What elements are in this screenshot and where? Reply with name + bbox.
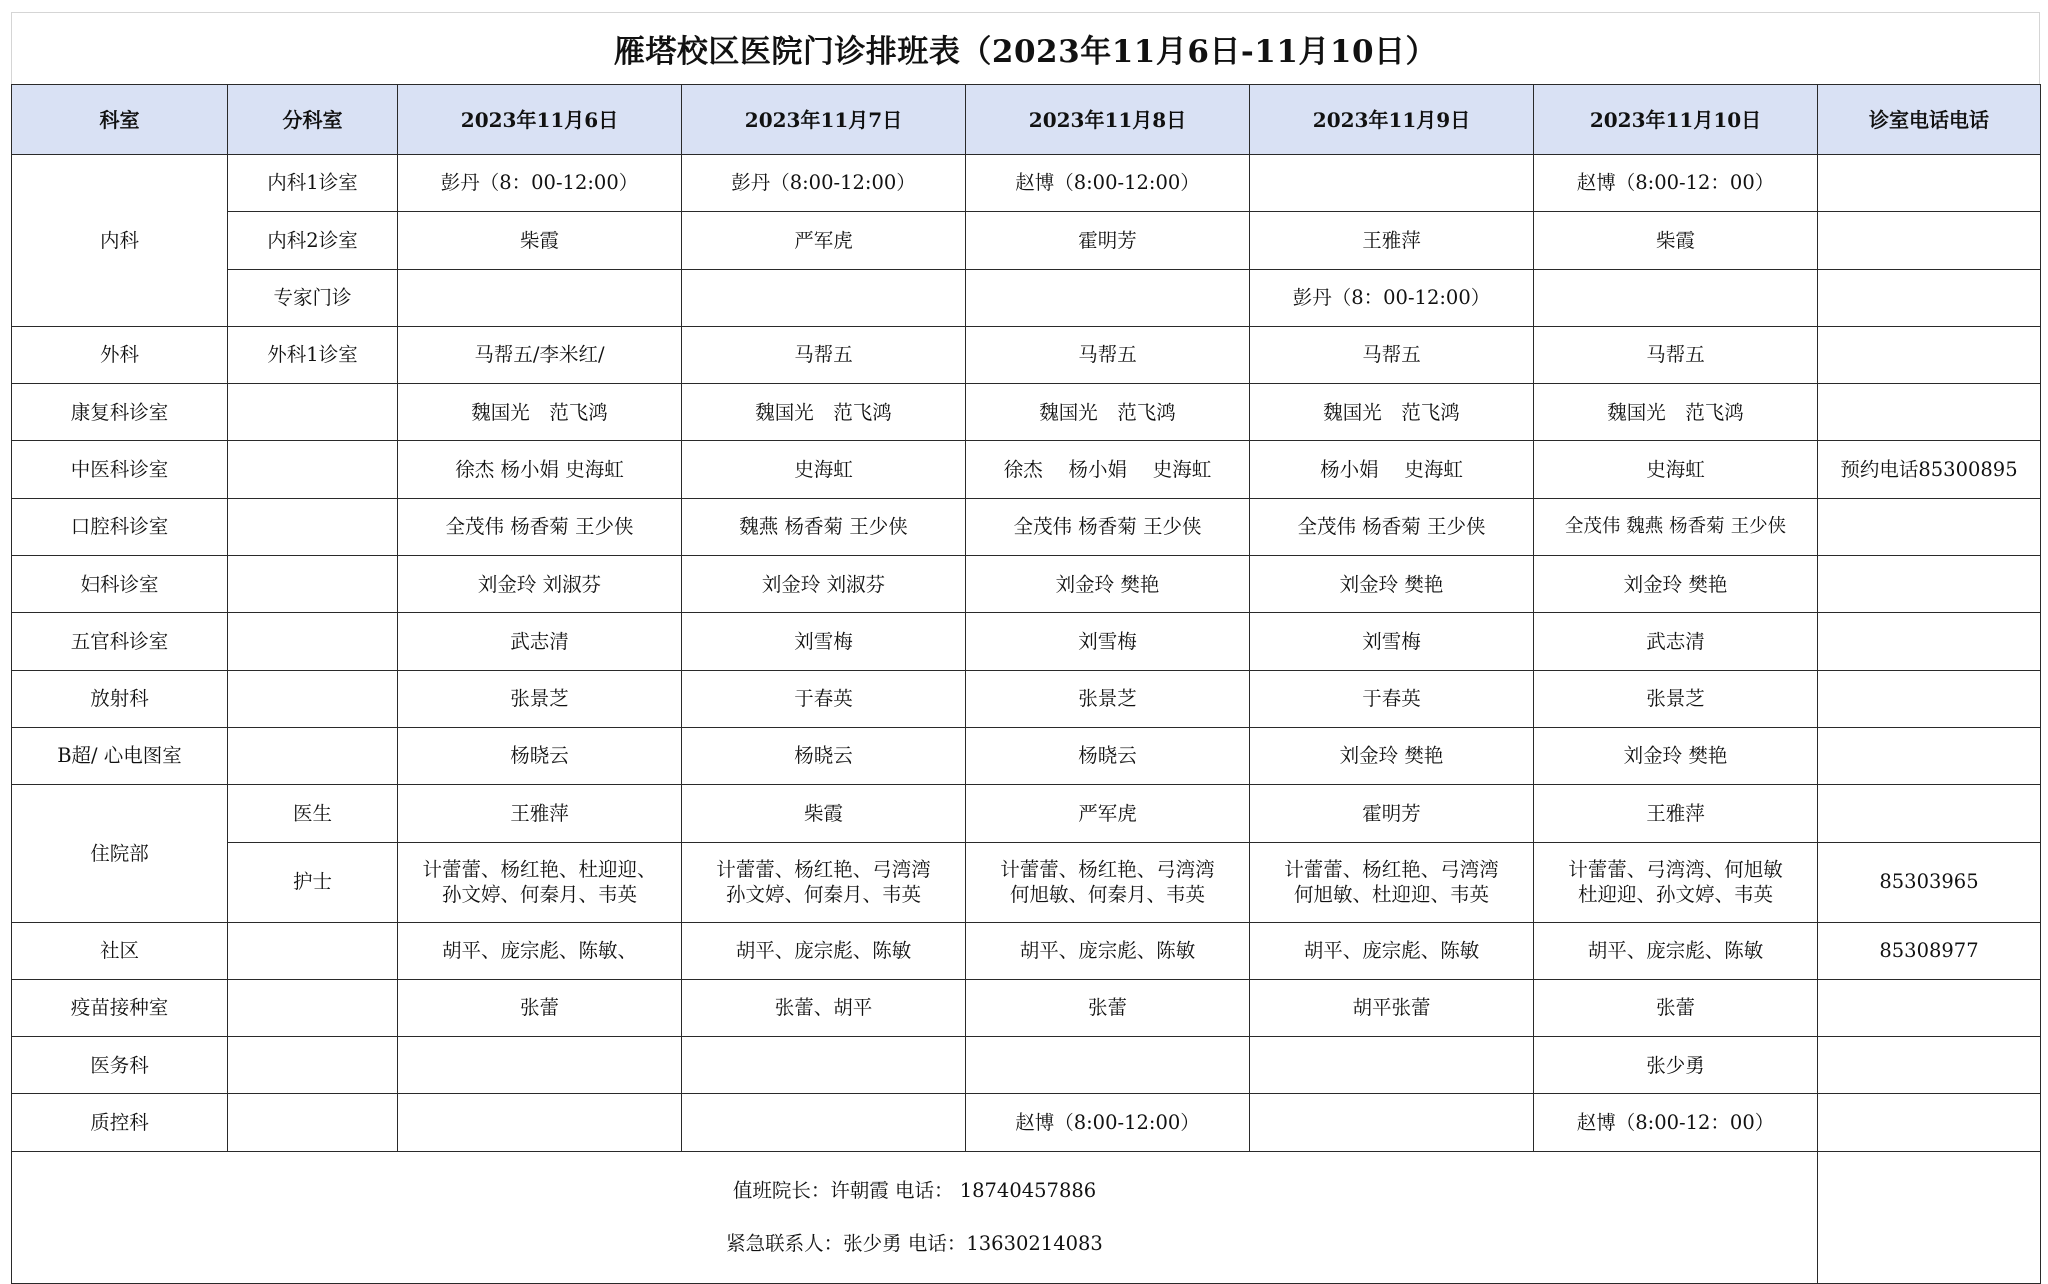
schedule-cell: 徐杰 杨小娟 史海虹 bbox=[966, 441, 1250, 498]
dept-cell: 医务科 bbox=[12, 1037, 228, 1094]
schedule-cell bbox=[966, 269, 1250, 326]
schedule-cell: 柴霞 bbox=[1534, 212, 1818, 269]
schedule-cell: 刘金玲 樊艳 bbox=[966, 556, 1250, 613]
phone-cell bbox=[1818, 556, 2041, 613]
subdept-cell bbox=[228, 979, 398, 1036]
page-title: 雁塔校区医院门诊排班表（2023年11月6日-11月10日） bbox=[11, 12, 2040, 84]
subdept-cell bbox=[228, 922, 398, 979]
schedule-cell: 杨晓云 bbox=[966, 727, 1250, 784]
phone-cell bbox=[1818, 979, 2041, 1036]
schedule-cell: 王雅萍 bbox=[1534, 785, 1818, 842]
schedule-cell bbox=[398, 1037, 682, 1094]
subdept-cell bbox=[228, 556, 398, 613]
schedule-cell: 胡平、庞宗彪、陈敏、 bbox=[398, 922, 682, 979]
schedule-cell: 张蕾 bbox=[1534, 979, 1818, 1036]
table-row bbox=[12, 155, 2041, 212]
schedule-cell bbox=[398, 269, 682, 326]
schedule-cell: 魏燕 杨香菊 王少侠 bbox=[682, 498, 966, 555]
dept-cell: 住院部 bbox=[12, 785, 228, 922]
schedule-cell: 严军虎 bbox=[682, 212, 966, 269]
schedule-cell: 刘金玲 刘淑芬 bbox=[682, 556, 966, 613]
schedule-cell: 张蕾、胡平 bbox=[682, 979, 966, 1036]
table-row bbox=[12, 670, 2041, 727]
header-subdept: 分科室 bbox=[228, 85, 398, 155]
table-row bbox=[12, 785, 2041, 842]
subdept-cell: 医生 bbox=[228, 785, 398, 842]
header-date-5: 2023年11月10日 bbox=[1534, 85, 1818, 155]
table-row bbox=[12, 979, 2041, 1036]
schedule-cell: 霍明芳 bbox=[1250, 785, 1534, 842]
schedule-cell: 张少勇 bbox=[1534, 1037, 1818, 1094]
table-row bbox=[12, 326, 2041, 383]
table-row bbox=[12, 842, 2041, 922]
schedule-cell: 武志清 bbox=[398, 613, 682, 670]
schedule-cell: 张蕾 bbox=[966, 979, 1250, 1036]
table-row bbox=[12, 269, 2041, 326]
subdept-cell: 内科2诊室 bbox=[228, 212, 398, 269]
schedule-cell: 胡平、庞宗彪、陈敏 bbox=[966, 922, 1250, 979]
header-date-3: 2023年11月8日 bbox=[966, 85, 1250, 155]
header-date-2: 2023年11月7日 bbox=[682, 85, 966, 155]
schedule-cell: 刘雪梅 bbox=[682, 613, 966, 670]
phone-cell bbox=[1818, 384, 2041, 441]
dept-cell: 康复科诊室 bbox=[12, 384, 228, 441]
schedule-cell: 武志清 bbox=[1534, 613, 1818, 670]
schedule-cell bbox=[1250, 1037, 1534, 1094]
schedule-cell: 张景芝 bbox=[398, 670, 682, 727]
table-row bbox=[12, 1094, 2041, 1151]
table-row bbox=[12, 727, 2041, 784]
subdept-cell: 内科1诊室 bbox=[228, 155, 398, 212]
schedule-cell: 柴霞 bbox=[398, 212, 682, 269]
schedule-cell: 计蕾蕾、杨红艳、弓湾湾 何旭敏、杜迎迎、韦英 bbox=[1250, 842, 1534, 922]
schedule-cell bbox=[682, 269, 966, 326]
schedule-cell: 刘金玲 刘淑芬 bbox=[398, 556, 682, 613]
subdept-cell bbox=[228, 670, 398, 727]
schedule-cell: 魏国光 范飞鸿 bbox=[966, 384, 1250, 441]
schedule-cell: 魏国光 范飞鸿 bbox=[1534, 384, 1818, 441]
subdept-cell bbox=[228, 441, 398, 498]
schedule-cell: 刘金玲 樊艳 bbox=[1250, 727, 1534, 784]
table-row bbox=[12, 441, 2041, 498]
phone-cell: 85308977 bbox=[1818, 922, 2041, 979]
schedule-cell: 柴霞 bbox=[682, 785, 966, 842]
header-phone: 诊室电话电话 bbox=[1818, 85, 2041, 155]
schedule-cell bbox=[398, 1094, 682, 1151]
dept-cell: 外科 bbox=[12, 326, 228, 383]
header-date-4: 2023年11月9日 bbox=[1250, 85, 1534, 155]
header-dept: 科室 bbox=[12, 85, 228, 155]
table-row bbox=[12, 1037, 2041, 1094]
schedule-cell bbox=[966, 1037, 1250, 1094]
schedule-table bbox=[11, 84, 2041, 1284]
subdept-cell bbox=[228, 1094, 398, 1151]
subdept-cell bbox=[228, 1037, 398, 1094]
schedule-cell: 计蕾蕾、杨红艳、弓湾湾 孙文婷、何秦月、韦英 bbox=[682, 842, 966, 922]
table-row bbox=[12, 498, 2041, 555]
emergency-contact-line: 紧急联系人：张少勇 电话：13630214083 bbox=[726, 1231, 1103, 1255]
duty-contact-cell bbox=[12, 1151, 1818, 1284]
phone-cell bbox=[1818, 212, 2041, 269]
schedule-cell: 于春英 bbox=[1250, 670, 1534, 727]
schedule-cell: 赵博（8:00-12：00） bbox=[1534, 1094, 1818, 1151]
schedule-cell: 杨小娟 史海虹 bbox=[1250, 441, 1534, 498]
phone-cell bbox=[1818, 1094, 2041, 1151]
phone-cell bbox=[1818, 269, 2041, 326]
schedule-cell: 刘金玲 樊艳 bbox=[1534, 556, 1818, 613]
subdept-cell bbox=[228, 613, 398, 670]
dept-cell: 妇科诊室 bbox=[12, 556, 228, 613]
phone-cell: 预约电话85300895 bbox=[1818, 441, 2041, 498]
schedule-cell: 马帮五 bbox=[966, 326, 1250, 383]
schedule-cell: 于春英 bbox=[682, 670, 966, 727]
schedule-cell: 胡平、庞宗彪、陈敏 bbox=[1250, 922, 1534, 979]
table-row bbox=[12, 212, 2041, 269]
schedule-cell: 全茂伟 魏燕 杨香菊 王少侠 bbox=[1534, 498, 1818, 555]
schedule-cell: 计蕾蕾、弓湾湾、何旭敏 杜迎迎、孙文婷、韦英 bbox=[1534, 842, 1818, 922]
schedule-cell bbox=[682, 1094, 966, 1151]
dept-cell: 放射科 bbox=[12, 670, 228, 727]
schedule-sheet bbox=[11, 12, 2040, 1255]
schedule-cell: 胡平、庞宗彪、陈敏 bbox=[682, 922, 966, 979]
schedule-cell: 刘金玲 樊艳 bbox=[1250, 556, 1534, 613]
subdept-cell: 护士 bbox=[228, 842, 398, 922]
schedule-cell: 魏国光 范飞鸿 bbox=[1250, 384, 1534, 441]
footer-row bbox=[12, 1151, 2041, 1284]
schedule-cell: 徐杰 杨小娟 史海虹 bbox=[398, 441, 682, 498]
table-row bbox=[12, 556, 2041, 613]
footer-phone-cell bbox=[1818, 1151, 2041, 1284]
phone-cell bbox=[1818, 613, 2041, 670]
schedule-cell: 彭丹（8：00-12:00） bbox=[398, 155, 682, 212]
schedule-cell: 王雅萍 bbox=[1250, 212, 1534, 269]
schedule-cell: 王雅萍 bbox=[398, 785, 682, 842]
phone-cell bbox=[1818, 727, 2041, 784]
schedule-cell: 马帮五/李米红/ bbox=[398, 326, 682, 383]
table-row bbox=[12, 922, 2041, 979]
schedule-cell: 张蕾 bbox=[398, 979, 682, 1036]
phone-cell bbox=[1818, 326, 2041, 383]
schedule-cell bbox=[1250, 1094, 1534, 1151]
schedule-cell: 张景芝 bbox=[1534, 670, 1818, 727]
dept-cell: 质控科 bbox=[12, 1094, 228, 1151]
subdept-cell: 专家门诊 bbox=[228, 269, 398, 326]
phone-cell bbox=[1818, 155, 2041, 212]
dept-cell: 中医科诊室 bbox=[12, 441, 228, 498]
dept-cell: 五官科诊室 bbox=[12, 613, 228, 670]
subdept-cell bbox=[228, 384, 398, 441]
schedule-cell: 胡平张蕾 bbox=[1250, 979, 1534, 1036]
schedule-cell: 赵博（8:00-12:00） bbox=[966, 1094, 1250, 1151]
schedule-cell: 史海虹 bbox=[1534, 441, 1818, 498]
schedule-cell: 杨晓云 bbox=[398, 727, 682, 784]
subdept-cell: 外科1诊室 bbox=[228, 326, 398, 383]
schedule-cell: 彭丹（8：00-12:00） bbox=[1250, 269, 1534, 326]
schedule-cell: 马帮五 bbox=[1250, 326, 1534, 383]
schedule-cell: 马帮五 bbox=[682, 326, 966, 383]
dept-cell: 口腔科诊室 bbox=[12, 498, 228, 555]
dept-cell: B超/ 心电图室 bbox=[12, 727, 228, 784]
schedule-cell: 史海虹 bbox=[682, 441, 966, 498]
dept-cell: 社区 bbox=[12, 922, 228, 979]
subdept-cell bbox=[228, 727, 398, 784]
phone-cell bbox=[1818, 1037, 2041, 1094]
schedule-cell: 杨晓云 bbox=[682, 727, 966, 784]
dept-cell: 内科 bbox=[12, 155, 228, 327]
schedule-cell: 魏国光 范飞鸿 bbox=[682, 384, 966, 441]
schedule-cell: 计蕾蕾、杨红艳、弓湾湾 何旭敏、何秦月、韦英 bbox=[966, 842, 1250, 922]
schedule-cell: 魏国光 范飞鸿 bbox=[398, 384, 682, 441]
phone-cell bbox=[1818, 785, 2041, 842]
schedule-cell bbox=[1250, 155, 1534, 212]
schedule-cell bbox=[1534, 269, 1818, 326]
table-row bbox=[12, 384, 2041, 441]
table-row bbox=[12, 613, 2041, 670]
duty-director-line: 值班院长：许朝霞 电话： 18740457886 bbox=[732, 1179, 1097, 1203]
schedule-cell: 刘雪梅 bbox=[1250, 613, 1534, 670]
schedule-cell: 全茂伟 杨香菊 王少侠 bbox=[1250, 498, 1534, 555]
schedule-cell: 刘雪梅 bbox=[966, 613, 1250, 670]
header-date-1: 2023年11月6日 bbox=[398, 85, 682, 155]
phone-cell bbox=[1818, 498, 2041, 555]
schedule-cell: 彭丹（8:00-12:00） bbox=[682, 155, 966, 212]
schedule-cell: 赵博（8:00-12:00） bbox=[966, 155, 1250, 212]
schedule-cell: 张景芝 bbox=[966, 670, 1250, 727]
schedule-cell: 全茂伟 杨香菊 王少侠 bbox=[398, 498, 682, 555]
schedule-cell: 胡平、庞宗彪、陈敏 bbox=[1534, 922, 1818, 979]
schedule-cell: 严军虎 bbox=[966, 785, 1250, 842]
schedule-cell: 马帮五 bbox=[1534, 326, 1818, 383]
header-row bbox=[12, 85, 2041, 155]
schedule-cell bbox=[682, 1037, 966, 1094]
dept-cell: 疫苗接种室 bbox=[12, 979, 228, 1036]
schedule-cell: 霍明芳 bbox=[966, 212, 1250, 269]
phone-cell bbox=[1818, 670, 2041, 727]
subdept-cell bbox=[228, 498, 398, 555]
phone-cell: 85303965 bbox=[1818, 842, 2041, 922]
schedule-cell: 刘金玲 樊艳 bbox=[1534, 727, 1818, 784]
schedule-cell: 赵博（8:00-12：00） bbox=[1534, 155, 1818, 212]
schedule-cell: 全茂伟 杨香菊 王少侠 bbox=[966, 498, 1250, 555]
schedule-cell: 计蕾蕾、杨红艳、杜迎迎、 孙文婷、何秦月、韦英 bbox=[398, 842, 682, 922]
